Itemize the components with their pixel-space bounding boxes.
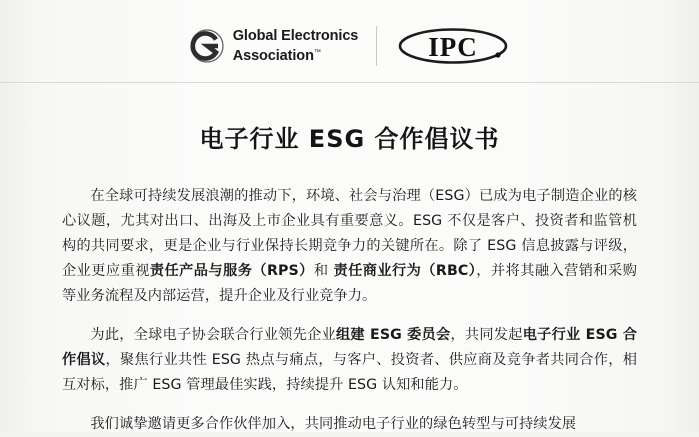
body-text: 我们诚挚邀请更多合作伙伴加入，共同推动电子行业的绿色转型与可持续发展: [90, 416, 577, 432]
emphasis-text: 责任产品与服务（RPS）: [149, 263, 314, 279]
body-text: 在全球可持续发展浪潮的推动下，环境、社会与治理（ESG）已成为电子制造企业的核心议题，尤其对出口、出海及上市企业具有重要意义。ESG 不仅是客户、投资者和监管机构的共同要求，更是企业与行业保持长期竞争力的关键所在。除了 ESG 信息披露与评级，企业更应重视: [62, 188, 637, 279]
paragraph-3: [62, 412, 637, 437]
emphasis-text: 电子行业 ESG 合作倡议: [62, 327, 638, 368]
svg-text:IPC: IPC: [428, 32, 478, 62]
body-text: ，共同发起: [450, 327, 523, 343]
body-text: ，并将其融入营销和采购等业务流程及内部运营，提升企业及行业竞争力。: [62, 263, 637, 304]
logo-header: [0, 0, 699, 72]
gea-wordmark-line1: Global Electronics: [232, 28, 359, 45]
ipc-wordmark-icon: [397, 26, 509, 66]
header-divider: [0, 82, 699, 83]
page-title: 电子行业 ESG 合作倡议书: [199, 125, 500, 153]
global-electronics-association-emblem-icon: [190, 29, 224, 63]
gea-wordmark-line2: Association™: [232, 47, 321, 64]
body-text: ，聚焦行业共性 ESG 热点与痛点，与客户、投资者、供应商及竞争者共同合作，相互对标，推广 ESG 管理最佳实践，持续提升 ESG 认知和能力。: [62, 352, 637, 393]
body-text: 和: [313, 263, 334, 279]
trademark-symbol: ™: [313, 48, 321, 56]
emphasis-text: 组建 ESG 委员会: [335, 327, 451, 343]
gea-wordmark: [233, 28, 359, 64]
emphasis-text: 责任商业行为（RBC）: [333, 263, 477, 279]
ipc-logo: [377, 26, 509, 66]
paragraph-1: [62, 184, 637, 309]
document-body: [62, 184, 637, 437]
paragraph-2: [62, 323, 637, 398]
global-electronics-association-logo: [190, 28, 377, 64]
body-text: 为此，全球电子协会联合行业领先企业: [90, 327, 336, 343]
